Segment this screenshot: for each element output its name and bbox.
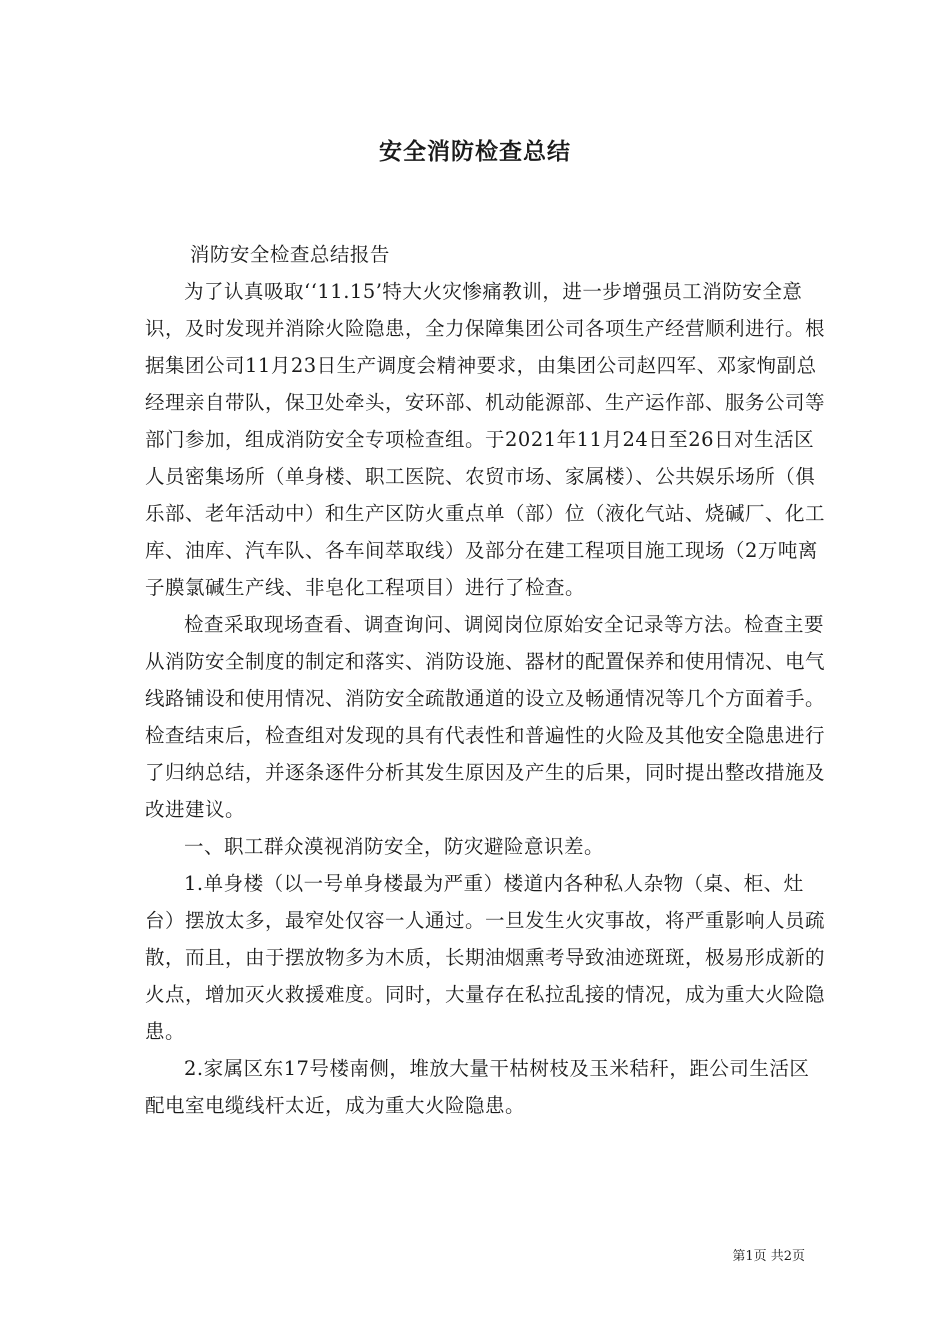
paragraph-method: 检查采取现场查看、调查询问、调阅岗位原始安全记录等方法。检查主要从消防安全制度的制定和落实、消防设施、器材的配置保养和使用情况、电气线路铺设和使用情况、消防安全疏散通道的设立及畅通情况等几个方面着手。检查结束后，检查组对发现的具有代表性和普遍性的火险及其他安全隐患进行了归纳总结，并逐条逐件分析其发生原因及产生的后果，同时提出整改措施及改进建议。	[145, 613, 826, 821]
section-heading-1: 一、职工群众漠视消防安全，防灾避险意识差。	[184, 835, 605, 858]
document-title: 安全消防检查总结	[379, 139, 571, 165]
page-number-footer: 第1页 共2页	[732, 1249, 805, 1264]
paragraph-intro: 为了认真吸取‘‘11.15’特大火灾惨痛教训，进一步增强员工消防安全意识，及时发现并消除火险隐患，全力保障集团公司各项生产经营顺利进行。根据集团公司11月23日生产调度会精神要求，由集团公司赵四军、邓家恂副总经理亲自带队，保卫处牵头，安环部、机动能源部、生产运作部、服务公司等部门参加，组成消防安全专项检查组。于2021年11月24日至26日对生活区人员密集场所（单身楼、职工医院、农贸市场、家属楼）、公共娱乐场所（俱乐部、老年活动中）和生产区防火重点单（部）位（液化气站、烧碱厂、化工库、油库、汽车队、各车间萃取线）及部分在建工程项目施工现场（2万吨离子膜氯碱生产线、非皂化工程项目）进行了检查。	[145, 280, 826, 599]
paragraph-item-1: 1.单身楼（以一号单身楼最为严重）楼道内各种私人杂物（桌、柜、灶台）摆放太多，最窄处仅容一人通过。一旦发生火灾事故，将严重影响人员疏散，而且，由于摆放物多为木质，长期油烟熏考导致油迹斑斑，极易形成新的火点，增加灭火救援难度。同时，大量存在私拉乱接的情况，成为重大火险隐患。	[145, 872, 826, 1043]
report-heading: 消防安全检查总结报告	[189, 243, 390, 266]
document-body	[145, 236, 825, 1124]
paragraph-item-2: 2.家属区东17号楼南侧，堆放大量干枯树枝及玉米秸秆，距公司生活区配电室电缆线杆太近，成为重大火险隐患。	[145, 1057, 810, 1117]
